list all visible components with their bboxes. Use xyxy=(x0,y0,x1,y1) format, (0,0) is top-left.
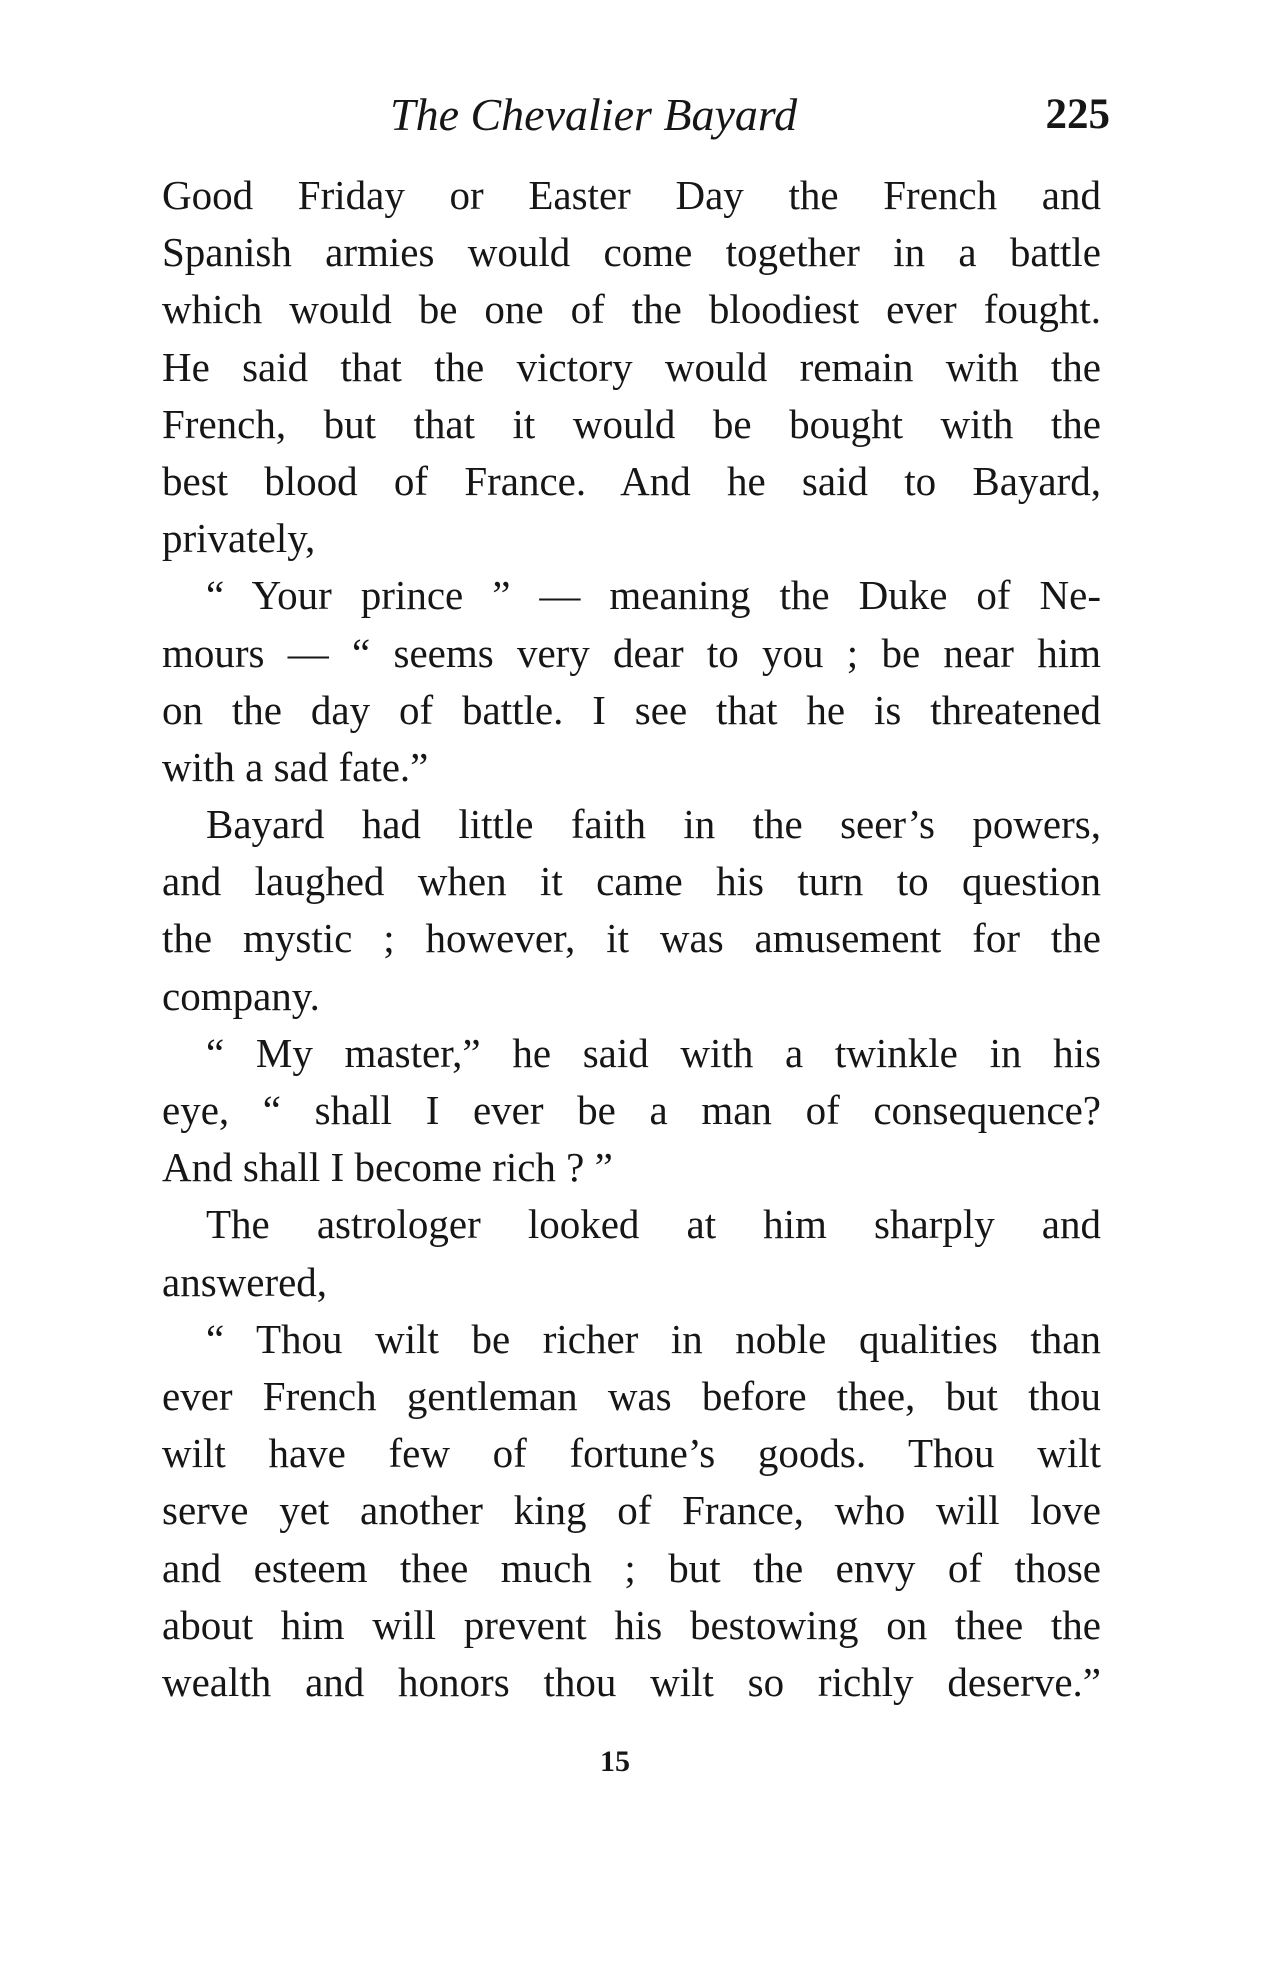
text-line: eye, “ shall I ever be a man of consequence? xyxy=(162,1087,1101,1133)
text-line: Bayard had little faith in the seer’s powers, xyxy=(206,801,1101,848)
text-line: about him will prevent his bestowing on thee the xyxy=(162,1601,1101,1648)
text-line: He said that the victory would remain with the xyxy=(162,343,1101,390)
text-line: ever French gentleman was before thee, but thou xyxy=(162,1372,1101,1419)
page-number: 225 xyxy=(1045,91,1110,138)
running-head-title: The Chevalier Bayard xyxy=(390,89,798,140)
body-text xyxy=(162,167,1101,1711)
text-line: Spanish armies would come together in a battle xyxy=(162,229,1101,276)
text-line: with a sad fate.” xyxy=(162,743,429,790)
text-line: “ My master,” he said with a twinkle in his xyxy=(206,1029,1101,1076)
text-line: the mystic ; however, it was amusement for the xyxy=(162,915,1101,962)
text-line: on the day of battle. I see that he is threatened xyxy=(162,686,1101,733)
text-line: which would be one of the bloodiest ever fought. xyxy=(162,286,1101,333)
text-line: Good Friday or Easter Day the French and xyxy=(162,172,1101,218)
text-line: serve yet another king of France, who will love xyxy=(162,1487,1101,1534)
text-line: French, but that it would be bought with the xyxy=(162,400,1101,447)
text-line: best blood of France. And he said to Bayard, xyxy=(162,457,1101,504)
text-line: wealth and honors thou wilt so richly deserve.” xyxy=(162,1658,1101,1705)
text-line: And shall I become rich ? ” xyxy=(162,1144,613,1191)
text-line: wilt have few of fortune’s goods. Thou wilt xyxy=(162,1430,1101,1477)
text-line: “ Your prince ” — meaning the Duke of Ne- xyxy=(206,572,1101,619)
signature-mark: 15 xyxy=(600,1745,630,1778)
text-line: company. xyxy=(162,972,320,1019)
running-head xyxy=(160,80,1110,150)
text-line: mours — “ seems very dear to you ; be near him xyxy=(162,629,1101,676)
text-line: and esteem thee much ; but the envy of those xyxy=(162,1544,1101,1591)
text-line: The astrologer looked at him sharply and xyxy=(206,1201,1101,1248)
text-line: and laughed when it came his turn to question xyxy=(162,858,1101,905)
text-line: answered, xyxy=(162,1258,328,1305)
text-line: privately, xyxy=(162,515,316,562)
text-line: “ Thou wilt be richer in noble qualities than xyxy=(206,1315,1101,1362)
